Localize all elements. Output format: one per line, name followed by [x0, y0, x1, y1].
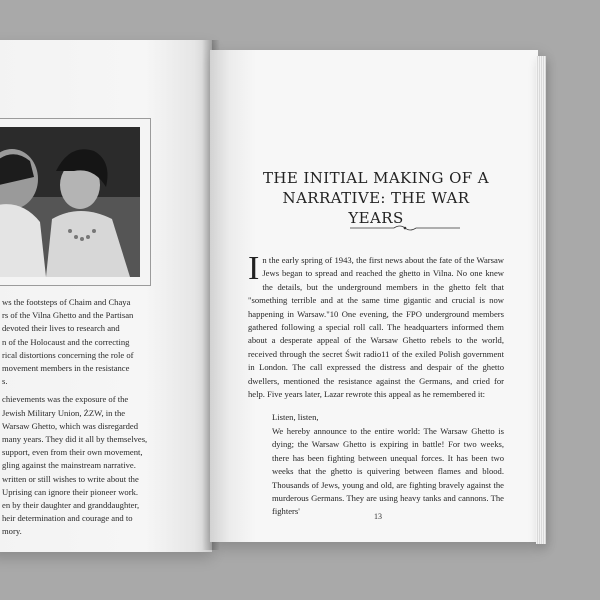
left-line: written or still wishes to write about the — [2, 473, 139, 484]
left-line: movement members in the resistance — [2, 363, 130, 374]
chapter-body — [248, 250, 504, 519]
left-line: Jewish Military Union, ŻZW, in the — [2, 407, 126, 418]
left-line: many years. They did it all by themselves, — [2, 434, 148, 445]
left-line: Warsaw Ghetto, which was disregarded — [2, 420, 139, 431]
left-line: en by their daughter and granddaughter, — [2, 500, 140, 511]
photo-image-icon — [0, 127, 140, 277]
left-page-text — [2, 296, 182, 539]
title-flourish-icon — [350, 224, 460, 232]
paragraph-1-text: n the early spring of 1943, the first news about the fate of the Warsaw Jews began to spread and reached the ghetto in Vilna. No one knew the details, but the underground members in the ghetto felt that "something terrible and at the same time gigantic and crucial is now happening in Warsaw."10 One evening, the FPO underground members gathered following a special roll call. The headquarters informed them about a desperate appeal of the Warsaw Ghetto rebels to the world, received through the secret Świt radio11 of the exiled Polish government in London. The call expressed the distress and despair of the ghetto dwellers, mentioned the resistance against the Germans, and cried for help. Five years later, Lazar rewrote this appeal as he remembered it: — [248, 255, 504, 400]
left-line: mory. — [2, 526, 22, 537]
block-quote — [272, 411, 504, 518]
left-line: Uprising can ignore their pioneer work. — [2, 486, 139, 497]
left-line: support, even from their own movement, — [2, 447, 143, 458]
left-line: rs of the Vilna Ghetto and the Partisan — [2, 310, 134, 321]
drop-cap: I — [248, 250, 260, 287]
left-line: devoted their lives to research and — [2, 323, 120, 334]
left-line: s. — [2, 376, 8, 387]
page-stack-edge — [536, 56, 546, 544]
left-page — [0, 40, 212, 552]
left-line: n of the Holocaust and the correcting — [2, 336, 130, 347]
left-line: gling against the mainstream narrative. — [2, 460, 136, 471]
photo-frame — [0, 118, 151, 286]
left-line: rical distortions concerning the role of — [2, 349, 134, 360]
page-number: 13 — [374, 512, 382, 521]
quote-body: We hereby announce to the entire world: The Warsaw Ghetto is dying; the Warsaw Ghetto is expiring in battle! For two weeks, there has been fighting between unequal forces. It has been two weeks that the ghetto is quivering between flames and blood. Thousands of Jews, young and old, are fighting bravely against the murderous Germans. They are using heavy tanks and cannons. The fighters' — [272, 425, 504, 517]
quote-opening: Listen, listen, — [272, 412, 319, 423]
paragraph-1 — [248, 250, 504, 401]
couple-photo — [0, 127, 140, 277]
chapter-title: THE INITIAL MAKING OF A NARRATIVE: THE WAR YEARS — [263, 169, 489, 227]
left-line: heir determination and courage and to — [2, 513, 133, 524]
left-line: ws the footsteps of Chaim and Chaya — [2, 297, 131, 307]
left-line: chievements was the exposure of the — [2, 394, 129, 405]
